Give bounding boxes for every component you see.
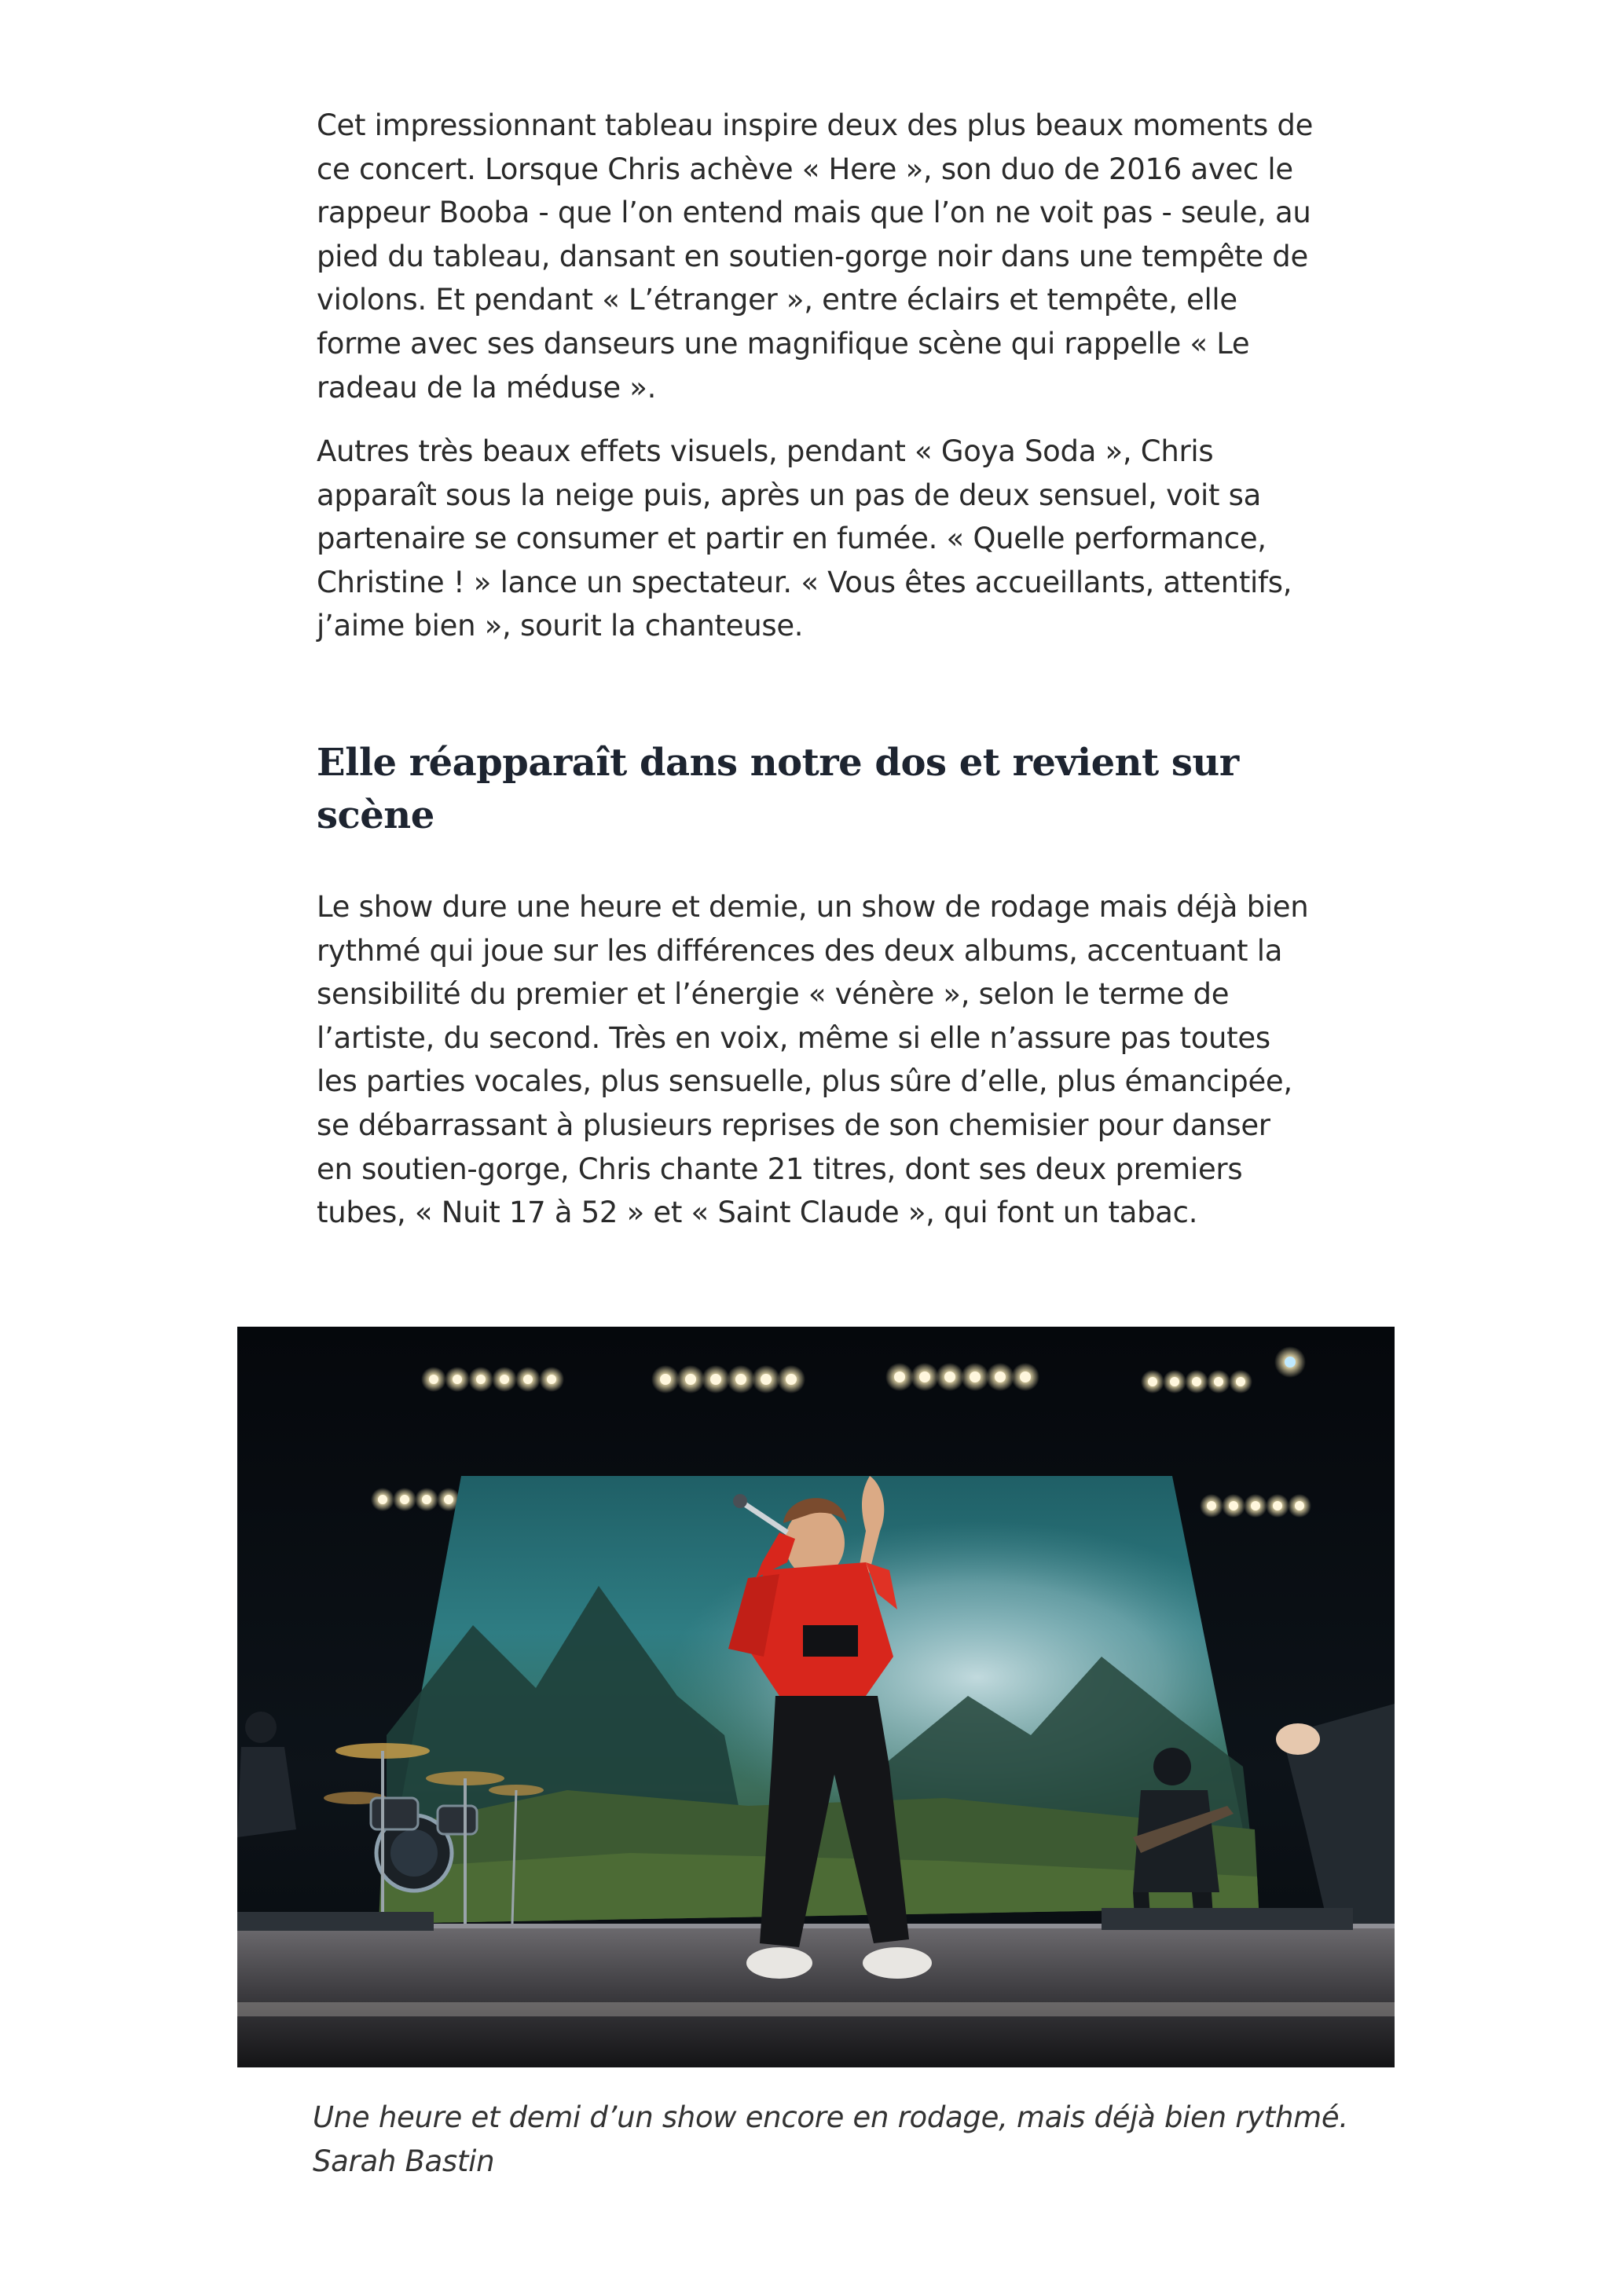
section-heading: Elle réapparaît dans notre dos et revient sur scène [317, 741, 1239, 837]
concert-photo-image [237, 1327, 1395, 2067]
concert-photo[interactable] [237, 1327, 1395, 2067]
article-paragraph: Autres très beaux effets visuels, pendant « Goya Soda », Chris apparaît sous la neige puis, après un pas de deux sensuel, voit sa partenaire se consumer et partir en fumée. « Quelle performance, Christine ! » lance un spectateur. « Vous êtes accueillants, attentifs, j’aime bien », sourit la chanteuse. [317, 434, 1292, 643]
article-paragraph: Cet impressionnant tableau inspire deux des plus beaux moments de ce concert. Lorsque Chris achève « Here », son duo de 2016 avec le rappeur Booba - que l’on entend mais que l’on ne voit pas - seule, au pied du tableau, dansant en soutien-gorge noir dans une tempête de violons. Et pendant « L’étranger », entre éclairs et tempête, elle forme avec ses danseurs une magnifique scène qui rappelle « Le radeau de la méduse ». [317, 108, 1314, 405]
article-paragraph: Le show dure une heure et demie, un show de rodage mais déjà bien rythmé qui joue sur les différences des deux albums, accentuant la sensibilité du premier et l’énergie « vénère », selon le terme de l’artiste, du second. Très en voix, même si elle n’assure pas toutes les parties vocales, plus sensuelle, plus sûre d’elle, plus émancipée, se débarrassant à plusieurs reprises de son chemisier pour danser en soutien-gorge, Chris chante 21 titres, dont ses deux premiers tubes, « Nuit 17 à 52 » et « Saint Claude », qui font un tabac. [317, 890, 1309, 1230]
stage-floor [237, 1908, 1395, 2067]
photo-caption: Une heure et demi d’un show encore en rodage, mais déjà bien rythmé. Sarah Bastin [313, 2100, 1348, 2178]
